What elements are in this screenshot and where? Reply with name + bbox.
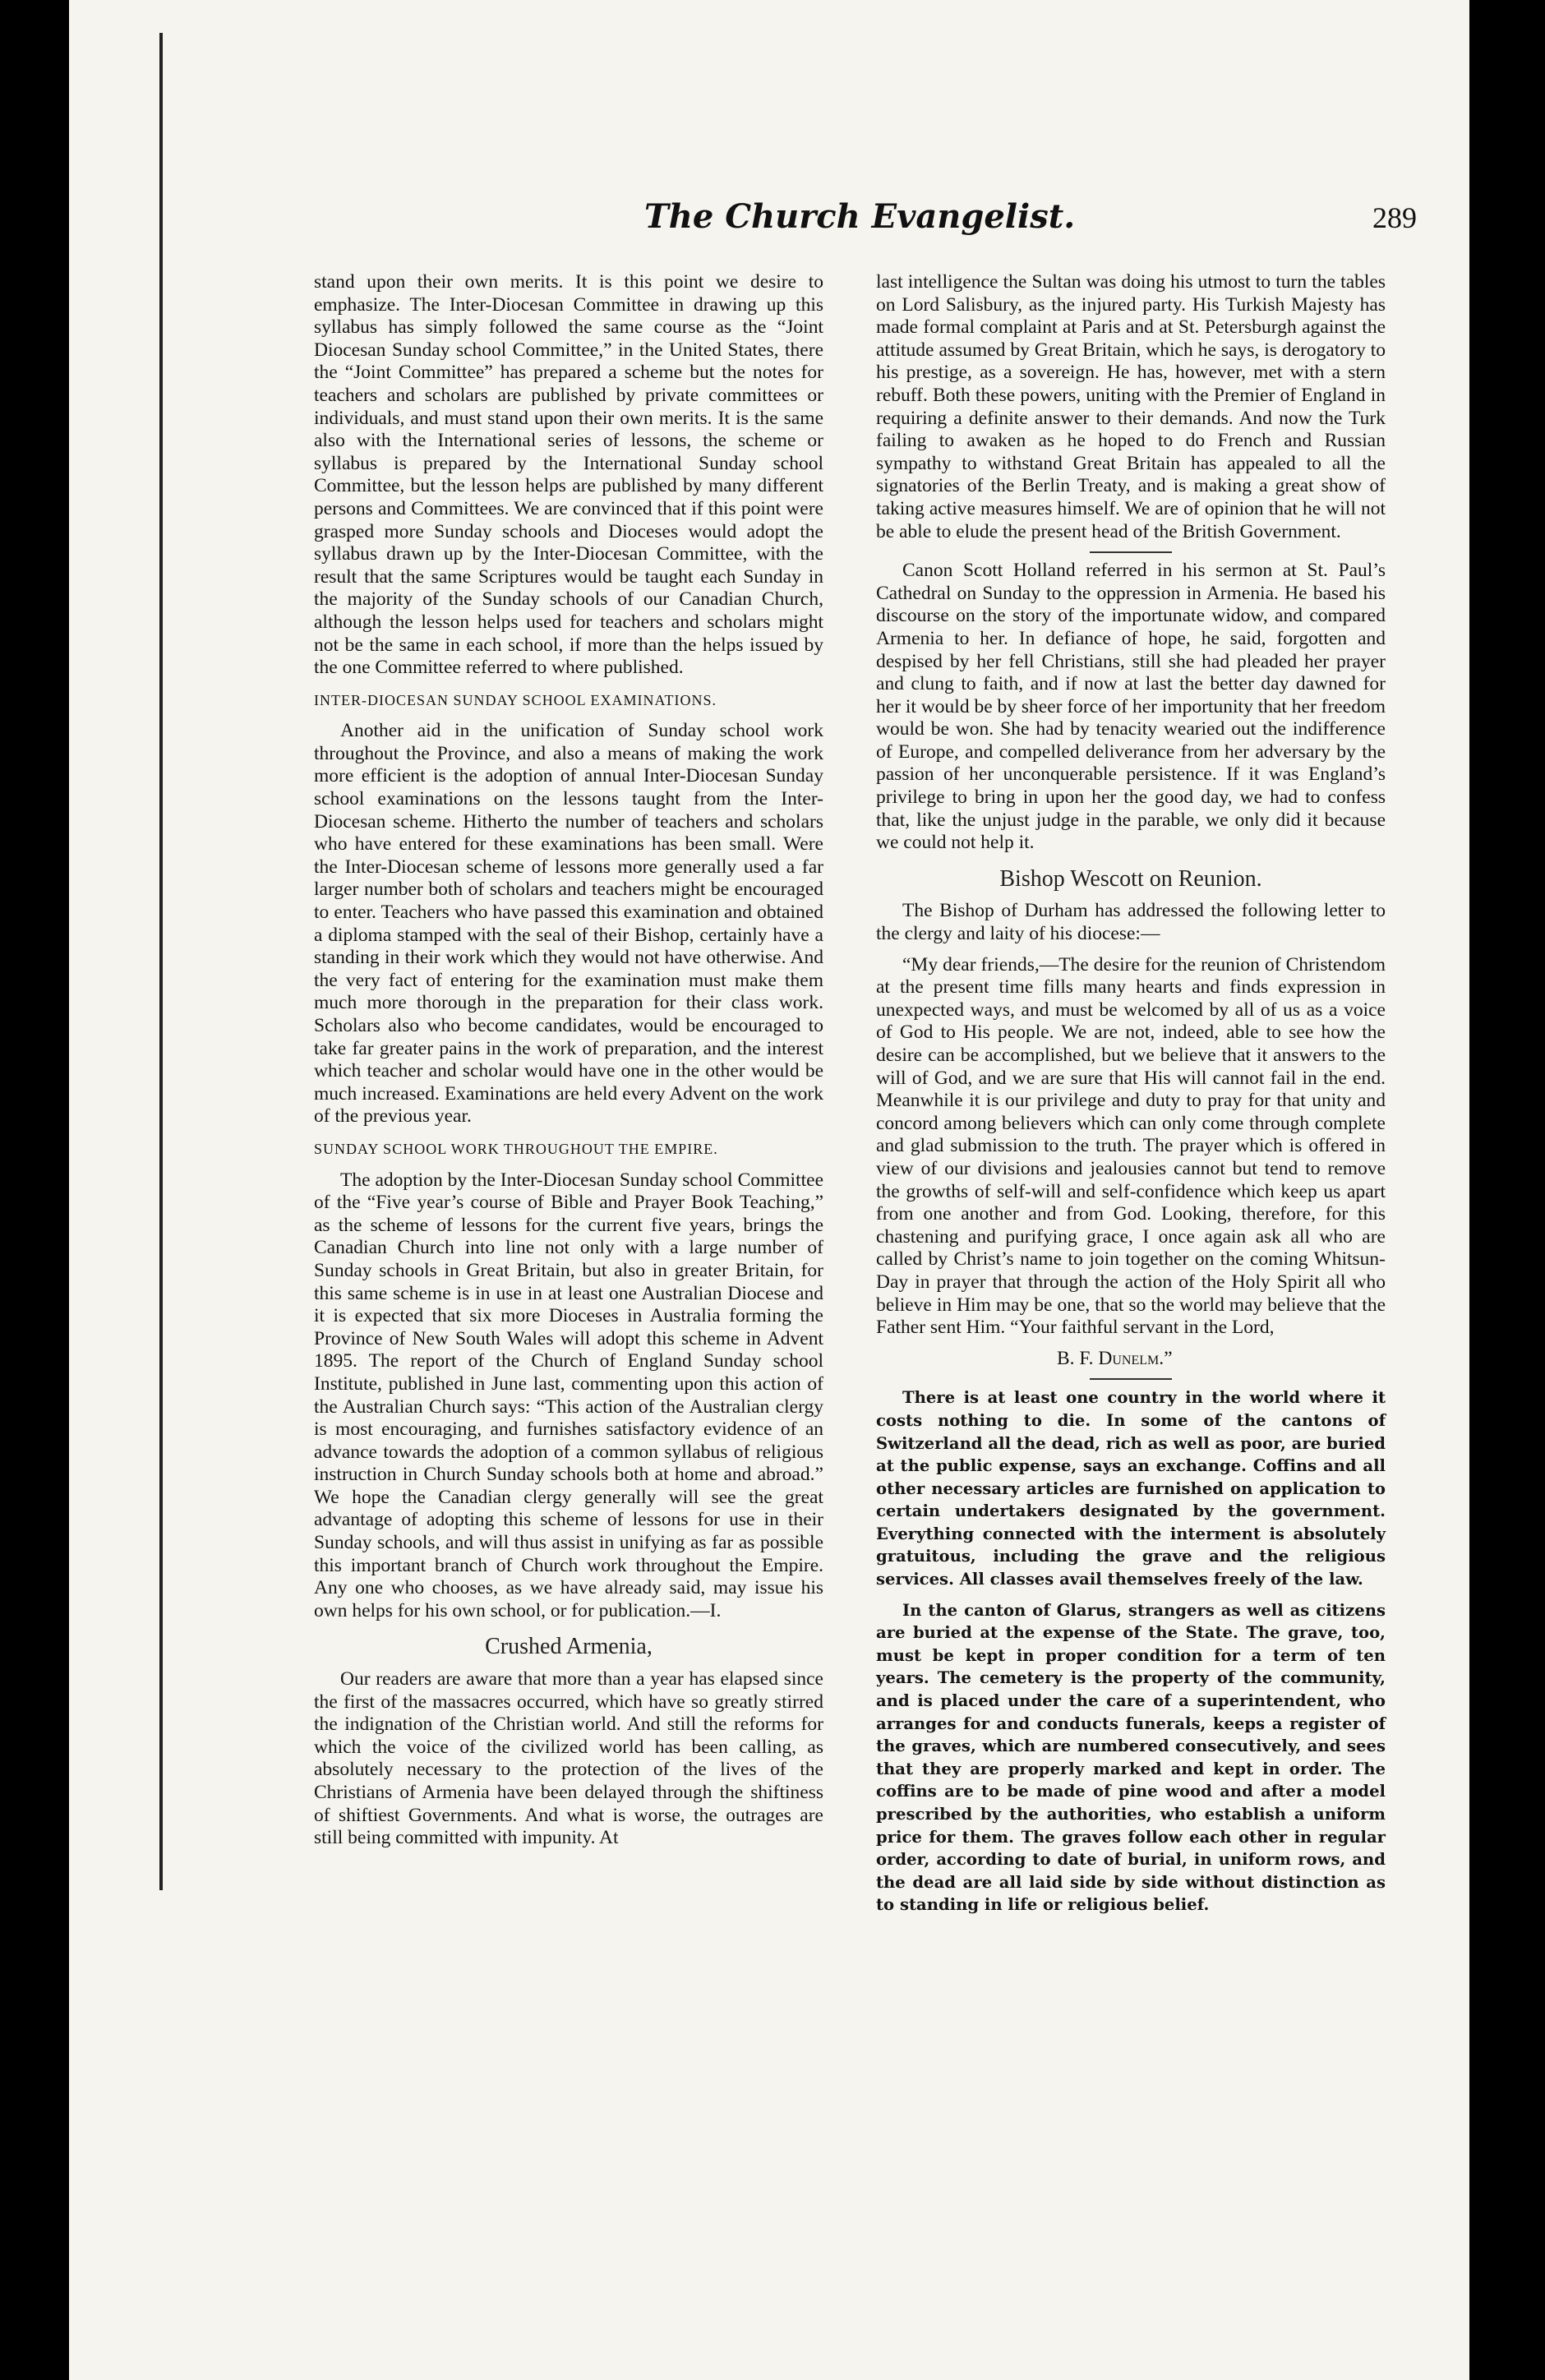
paragraph: There is at least one country in the world where it costs nothing to die. In some of the cantons of Switzerland all the dead, rich as well as poor, are buried at the public expense, says an exchange. Coffins and all other necessary articles are furnished on application to certain undertakers designated by the government. Everything connected with the interment is absolutely gratuitous, including the grave and the religious services. All classes avail themselves freely of the law. bbox=[876, 1388, 1386, 1589]
left-column bbox=[314, 271, 823, 1858]
paragraph: The Bishop of Durham has addressed the following letter to the clergy and laity of his diocese:— bbox=[876, 900, 1386, 945]
article-heading: Bishop Wescott on Reunion. bbox=[999, 865, 1262, 892]
paragraph: stand upon their own merits. It is this point we desire to emphasize. The Inter-Diocesan Committee in drawing up this syllabus has simply followed the same course as the “Joint Diocesan Sunday school Committee,” in the United States, there the “Joint Committee” has prepared a scheme but the notes for teachers and scholars are published by private committees or individuals, and must stand upon their own merits. It is the same also with the International series of lessons, the scheme or syllabus is prepared by the International Sunday school Committee, but the lesson helps are published by many different persons and Committees. We are convinced that if this point were grasped more Sunday schools and Dioceses would adopt the syllabus drawn up by the Inter-Diocesan Committee, with the result that the same Scriptures would be taught each Sunday in the majority of the Sunday schools of our Canadian Church, although the lesson helps used for teachers and scholars might not be the same in each school, if more than the helps issued by the one Committee referred to where published. bbox=[314, 271, 823, 679]
section-subheading: SUNDAY SCHOOL WORK THROUGHOUT THE EMPIRE. bbox=[314, 1140, 718, 1157]
divider bbox=[1090, 1378, 1172, 1380]
signature: B. F. Dunelm.” bbox=[1057, 1347, 1173, 1369]
paragraph: “My dear friends,—The desire for the reunion of Christendom at the present time fills many hearts and finds expression in unexpected ways, and must be welcomed by all of us as a voice of God to His people. We are not, indeed, able to see how the desire can be accomplished, but we believe that it answers to the will of God, and we are sure that His will cannot fail in the end. Meanwhile it is our privilege and duty to pray for that unity and concord among believers which can only come through complete and glad submission to the truth. The prayer which is offered in view of our divisions and jealousies cannot but tend to remove the growths of self-will and self-confidence which keep us apart from one another and from God. Looking, therefore, for this chastening and purifying grace, I once again ask all who are called by Christ’s name to join together on the coming Whitsun-Day in prayer that through the action of the Holy Spirit all who believe in Him may be one, that so the world may believe that the Father sent Him. “Your faithful servant in the Lord, bbox=[876, 953, 1386, 1339]
paragraph: Our readers are aware that more than a year has elapsed since the first of the massacres occurred, which have so greatly stirred the indignation of the Christian world. And still the reforms for which the voice of the civilized world has been calling, as absolutely necessary to the protection of the lives of the Christians of Armenia have been delayed through the shiftiness of shiftiest Governments. And what is worse, the outrages are still being committed with impunity. At bbox=[314, 1668, 823, 1849]
journal-title: The Church Evangelist. bbox=[644, 197, 1076, 236]
article-heading: Crushed Armenia, bbox=[485, 1634, 653, 1660]
right-column bbox=[876, 271, 1386, 1925]
page-number: 289 bbox=[1372, 201, 1417, 234]
section-subheading: INTER-DIOCESAN SUNDAY SCHOOL EXAMINATIONS. bbox=[314, 691, 717, 708]
paragraph: Canon Scott Holland referred in his sermon at St. Paul’s Cathedral on Sunday to the oppression in Armenia. He based his discourse on the story of the importunate widow, and compared Armenia to her. In defiance of hope, he said, forgotten and despised by her fell Christians, still she had pleaded her prayer and clung to faith, and if now at last the better day dawned for her it would be by sheer force of her importunity that her freedom would be won. She had by tenacity wearied out the indifference of Europe, and compelled deliverance from her adversary by the passion of her unconquerable persistence. If it was England’s privilege to bring in upon her the good day, we had to confess that, like the unjust judge in the parable, we only did it because we could not help it. bbox=[876, 560, 1386, 854]
page-edge-rule bbox=[159, 33, 163, 1890]
paragraph: last intelligence the Sultan was doing his utmost to turn the tables on Lord Salisbury, as the injured party. His Turkish Majesty has made formal complaint at Paris and at St. Petersburgh against the attitude assumed by Great Britain, which he says, is derogatory to his prestige, as a sovereign. He has, however, met with a stern rebuff. Both these powers, uniting with the Premier of England in requiring a definite answer to their demands. And now the Turk failing to awaken as he hoped to do French and Russian sympathy to withstand Great Britain has appealed to all the signatories of the Berlin Treaty, and is making a great show of taking active measures himself. We are of opinion that he will not be able to elude the present head of the British Government. bbox=[876, 271, 1386, 542]
paragraph: In the canton of Glarus, strangers as well as citizens are buried at the expense of the State. The grave, too, must be kept in proper condition for a term of ten years. The cemetery is the property of the community, and is placed under the care of a superintendent, who arranges for and conducts funerals, keeps a register of the graves, which are numbered consecutively, and sees that they are properly marked and kept in order. The coffins are to be made of pine wood and after a model prescribed by the authorities, who establish a uniform price for them. The graves follow each other in regular order, according to date of burial, in uniform rows, and the dead are all laid side by side without distinction as to standing in life or religious belief. bbox=[876, 1600, 1386, 1915]
scanned-page bbox=[69, 0, 1469, 2380]
page-header bbox=[644, 197, 1417, 247]
paragraph: The adoption by the Inter-Diocesan Sunday school Committee of the “Five year’s course of Bible and Prayer Book Teaching,” as the scheme of lessons for the current five years, brings the Canadian Church into line not only with a large number of Sunday schools in Great Britain, but also in greater Britain, for this same scheme is in use in at least one Australian Diocese and it is expected that six more Dioceses in Australia forming the Province of New South Wales will adopt this scheme in Advent 1895. The report of the Church of England Sunday school Institute, published in June last, commenting upon this action of the Australian Church says: “This action of the Australian clergy is most encouraging, and furnishes satisfactory evidence of an advance towards the adoption of a common syllabus of religious instruction in Church Sunday schools both at home and abroad.” We hope the Canadian clergy generally will see the great advantage of adopting this scheme of lessons for use in their Sunday schools, and will thus assist in unifying as far as possible this important branch of Church work throughout the Empire. Any one who chooses, as we have already said, may issue his own helps for his own school, or for publication.—I. bbox=[314, 1169, 823, 1621]
paragraph: Another aid in the unification of Sunday school work throughout the Province, and also a means of making the work more efficient is the adoption of annual Inter-Diocesan Sunday school examinations on the lessons taught from the Inter-Diocesan scheme. Hitherto the number of teachers and scholars who have entered for these examinations has been small. Were the Inter-Diocesan scheme of lessons more generally used a far larger number both of scholars and teachers might be encouraged to enter. Teachers who have passed this examination and obtained a diploma stamped with the seal of their Bishop, certainly have a standing in their work which they would not have otherwise. And the very fact of entering for the examination must make them much more thorough in the preparation for their class work. Scholars also who become candidates, would be encouraged to take far greater pains in the work of preparation, and the interest which teacher and scholar would have one in the other would be much increased. Examinations are held every Advent on the work of the previous year. bbox=[314, 720, 823, 1128]
divider bbox=[1090, 551, 1172, 553]
